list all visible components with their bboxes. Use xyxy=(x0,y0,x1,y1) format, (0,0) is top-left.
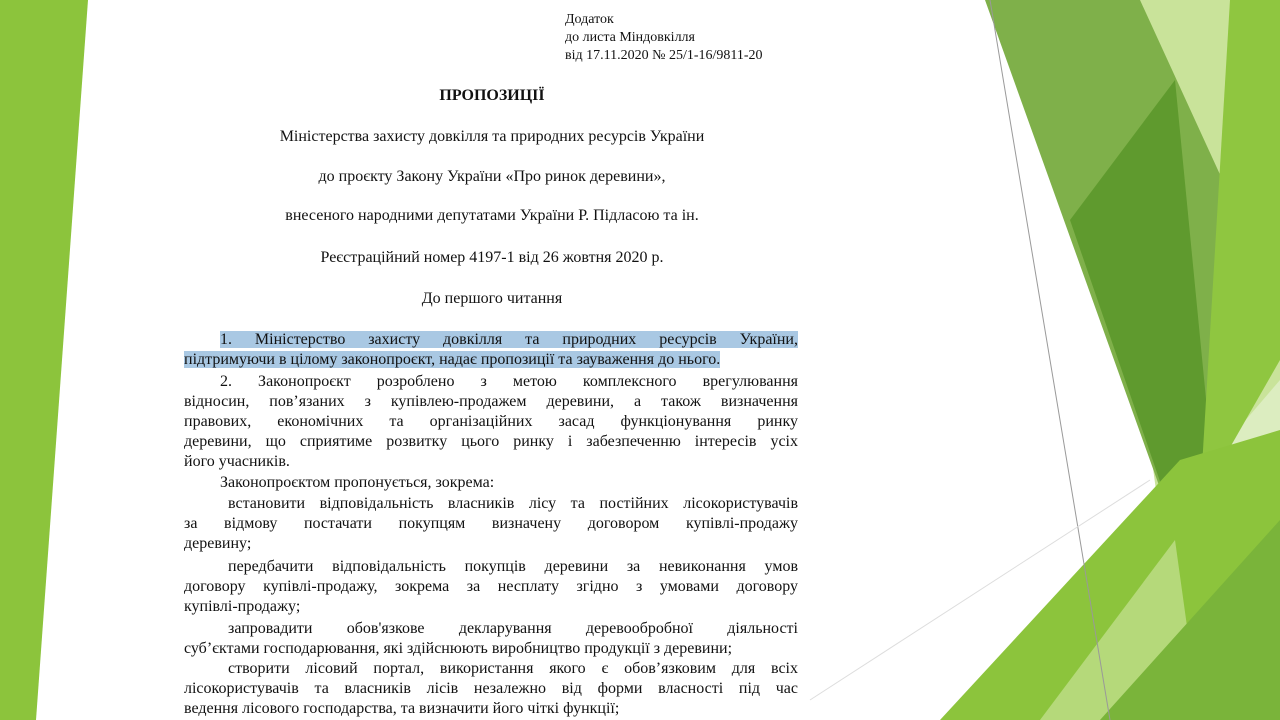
title-line-2: до проєкту Закону України «Про ринок деревини», xyxy=(318,168,666,185)
title-line-5: До першого читання xyxy=(421,290,563,307)
paragraph-2-line-2: відносин, пов’язаних з купівлею-продажем деревини, а також визначення xyxy=(184,393,798,410)
paragraph-2-line-4: деревини, що сприятиме розвитку цього ринку і забезпеченню інтересів усіх xyxy=(184,433,798,450)
paragraph-3-line-1: Законопроєктом пропонується, зокрема: xyxy=(220,474,495,491)
paragraph-6 xyxy=(184,619,798,659)
paragraph-4-line-2: за відмову постачати покупцям визначену договором купівлі-продажу xyxy=(184,515,798,532)
paragraph-5-line-2: договору купівлі-продажу, зокрема за несплату згідно з умовами договору xyxy=(184,578,798,595)
paragraph-6-line-2: суб’єктами господарювання, які здійснюють виробництво продукції з деревини; xyxy=(184,640,733,657)
title-line-4: Реєстраційний номер 4197-1 від 26 жовтня 2020 р. xyxy=(320,249,664,266)
paragraph-5-line-1: передбачити відповідальність покупців деревини за невиконання умов xyxy=(228,558,798,575)
paragraph-4 xyxy=(184,494,798,554)
header-line-1: Додаток xyxy=(565,12,614,27)
paragraph-7-line-2: лісокористувачів та власників лісів незалежно від форми власності під час xyxy=(184,680,798,697)
paragraph-1-line-1: 1. Міністерство захисту довкілля та природних ресурсів України, xyxy=(220,331,798,348)
header-line-2: до листа Міндовкілля xyxy=(565,30,695,45)
document-title: ПРОПОЗИЦІЇ xyxy=(439,87,545,104)
paragraph-6-line-1: запровадити обов'язкове декларування деревообробної діяльності xyxy=(228,620,798,637)
paragraph-2-line-3: правових, економічних та організаційних засад функціонування ринку xyxy=(184,413,798,430)
paragraph-5 xyxy=(184,557,798,617)
paragraph-1 xyxy=(184,330,798,370)
paragraph-4-line-1: встановити відповідальність власників лісу та постійних лісокористувачів xyxy=(228,495,798,512)
paragraph-7-line-3: ведення лісового господарства, та визначити його чіткі функції; xyxy=(184,700,620,717)
left-green-strip xyxy=(0,0,88,720)
paragraph-4-line-3: деревину; xyxy=(184,535,252,552)
title-line-1: Міністерства захисту довкілля та природних ресурсів України xyxy=(279,128,705,145)
paragraph-7 xyxy=(184,659,798,719)
paragraph-1-line-2: підтримуючи в цілому законопроєкт, надає пропозиції та зауваження до нього. xyxy=(184,351,721,368)
paragraph-2-line-5: його учасників. xyxy=(184,453,290,470)
paragraph-2 xyxy=(184,372,798,472)
header-line-3: від 17.11.2020 № 25/1-16/9811-20 xyxy=(565,48,763,63)
paragraph-2-line-1: 2. Законопроєкт розроблено з метою комплексного врегулювання xyxy=(220,373,798,390)
paragraph-7-line-1: створити лісовий портал, використання якого є обов’язковим для всіх xyxy=(228,660,798,677)
paragraph-5-line-3: купівлі-продажу; xyxy=(184,598,301,615)
document-page xyxy=(184,0,800,720)
title-line-3: внесеного народними депутатами України Р. Підласою та ін. xyxy=(285,207,699,224)
paragraph-3 xyxy=(184,473,798,493)
